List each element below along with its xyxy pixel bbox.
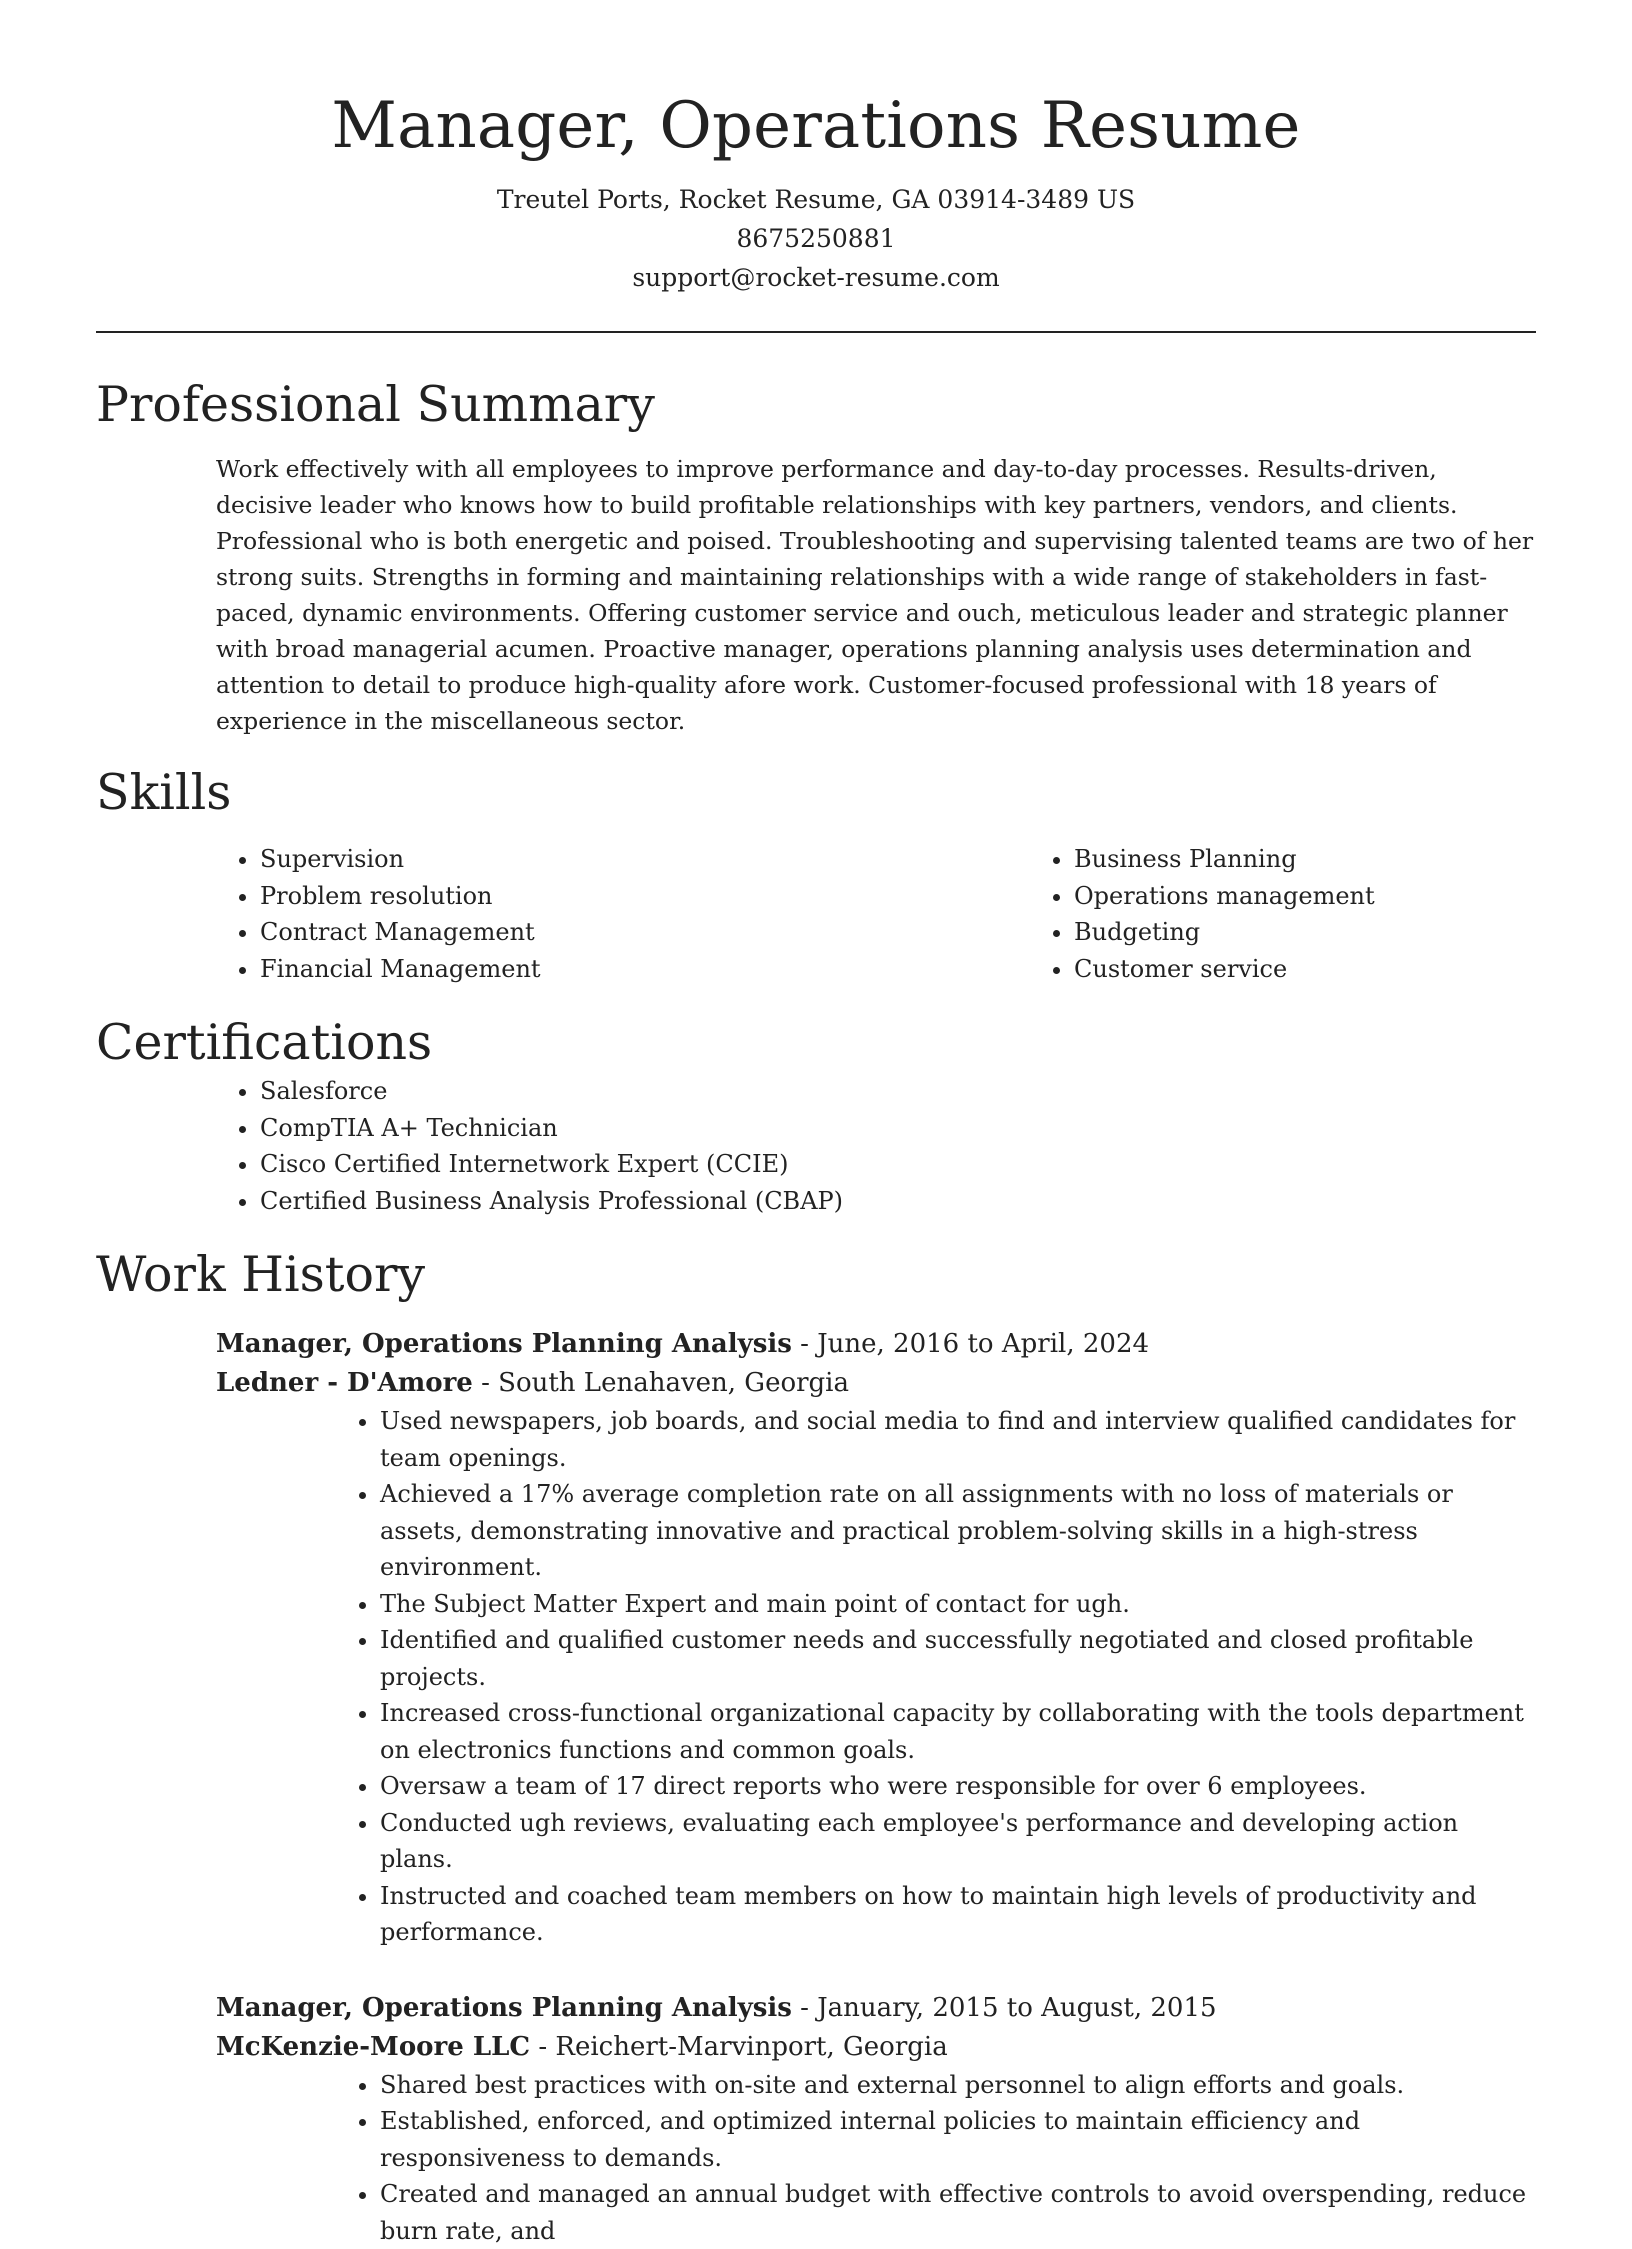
job-bullet: • Achieved a 17% average completion rate on all assignments with no loss of materials or assets, demonstrating innovative and practical problem-solving skills in a high-stress environment. bbox=[380, 1476, 1536, 1586]
resume-title: Manager, Operations Resume bbox=[96, 86, 1536, 166]
job-company-line bbox=[216, 1364, 1536, 1403]
skill-item: • Problem resolution bbox=[260, 878, 910, 915]
job-title-line bbox=[216, 1989, 1536, 2028]
job-title: Manager, Operations Planning Analysis bbox=[216, 1329, 792, 1359]
job-bullet: • The Subject Matter Expert and main point of contact for ugh. bbox=[380, 1586, 1536, 1623]
job-entry bbox=[216, 1989, 1536, 2249]
job-location: - South Lenahaven, Georgia bbox=[473, 1368, 849, 1398]
skill-item: • Supervision bbox=[260, 841, 910, 878]
skill-item: • Business Planning bbox=[1074, 841, 1375, 878]
contact-email: support@rocket-resume.com bbox=[96, 258, 1536, 297]
skill-item: • Financial Management bbox=[260, 951, 910, 988]
skill-item: • Contract Management bbox=[260, 914, 910, 951]
job-bullet: • Created and managed an annual budget with effective controls to avoid overspending, reduce burn rate, and bbox=[380, 2176, 1536, 2249]
job-bullet: • Identified and qualified customer needs and successfully negotiated and closed profitable projects. bbox=[380, 1622, 1536, 1695]
job-bullet: • Shared best practices with on-site and external personnel to align efforts and goals. bbox=[380, 2067, 1536, 2104]
job-title-line bbox=[216, 1325, 1536, 1364]
certification-item: • Salesforce bbox=[260, 1073, 1536, 1110]
job-dates: - January, 2015 to August, 2015 bbox=[792, 1993, 1217, 2023]
skill-item: • Operations management bbox=[1074, 878, 1375, 915]
skills-columns bbox=[96, 841, 1536, 987]
job-title: Manager, Operations Planning Analysis bbox=[216, 1993, 792, 2023]
job-company: Ledner - D'Amore bbox=[216, 1368, 473, 1398]
job-bullet: • Oversaw a team of 17 direct reports who were responsible for over 6 employees. bbox=[380, 1768, 1536, 1805]
job-company: McKenzie-Moore LLC bbox=[216, 2032, 530, 2062]
summary-heading: Professional Summary bbox=[96, 375, 1536, 435]
certification-item: • Certified Business Analysis Professional (CBAP) bbox=[260, 1183, 1536, 1220]
certification-item: • CompTIA A+ Technician bbox=[260, 1110, 1536, 1147]
skills-list-left bbox=[96, 841, 910, 987]
resume-header bbox=[96, 0, 1536, 297]
contact-block bbox=[96, 180, 1536, 297]
job-company-line bbox=[216, 2028, 1536, 2067]
job-bullet-list bbox=[216, 2067, 1536, 2249]
job-bullet-list bbox=[216, 1403, 1536, 1951]
certifications-heading: Certifications bbox=[96, 1013, 1536, 1073]
job-bullet: • Established, enforced, and optimized internal policies to maintain efficiency and responsiveness to demands. bbox=[380, 2103, 1536, 2176]
header-divider bbox=[96, 331, 1536, 333]
job-bullet: • Increased cross-functional organizational capacity by collaborating with the tools department on electronics functions and common goals. bbox=[380, 1695, 1536, 1768]
job-entry bbox=[216, 1325, 1536, 1951]
job-bullet: • Instructed and coached team members on how to maintain high levels of productivity and performance. bbox=[380, 1878, 1536, 1951]
job-bullet: • Conducted ugh reviews, evaluating each employee's performance and developing action plans. bbox=[380, 1805, 1536, 1878]
skill-item: • Budgeting bbox=[1074, 914, 1375, 951]
skill-item: • Customer service bbox=[1074, 951, 1375, 988]
job-dates: - June, 2016 to April, 2024 bbox=[792, 1329, 1149, 1359]
job-bullet: • Used newspapers, job boards, and social media to find and interview qualified candidates for team openings. bbox=[380, 1403, 1536, 1476]
certifications-list bbox=[96, 1073, 1536, 1219]
contact-address: Treutel Ports, Rocket Resume, GA 03914-3489 US bbox=[96, 180, 1536, 219]
skills-heading: Skills bbox=[96, 763, 1536, 823]
job-location: - Reichert-Marvinport, Georgia bbox=[530, 2032, 948, 2062]
contact-phone: 8675250881 bbox=[96, 219, 1536, 258]
certification-item: • Cisco Certified Internetwork Expert (CCIE) bbox=[260, 1146, 1536, 1183]
skills-list-right bbox=[910, 841, 1375, 987]
summary-text: Work effectively with all employees to improve performance and day-to-day processes. Results-driven, decisive leader who knows how to build profitable relationships with key partners, vendors, and clients. Professional who is both energetic and poised. Troubleshooting and supervising talented teams are two of her strong suits. Strengths in forming and maintaining relationships with a wide range of stakeholders in fast-paced, dynamic environments. Offering customer service and ouch, meticulous leader and strategic planner with broad managerial acumen. Proactive manager, operations planning analysis uses determination and attention to detail to produce high-quality afore work. Customer-focused professional with 18 years of experience in the miscellaneous sector. bbox=[216, 451, 1536, 739]
work-history-heading: Work History bbox=[96, 1245, 1536, 1305]
